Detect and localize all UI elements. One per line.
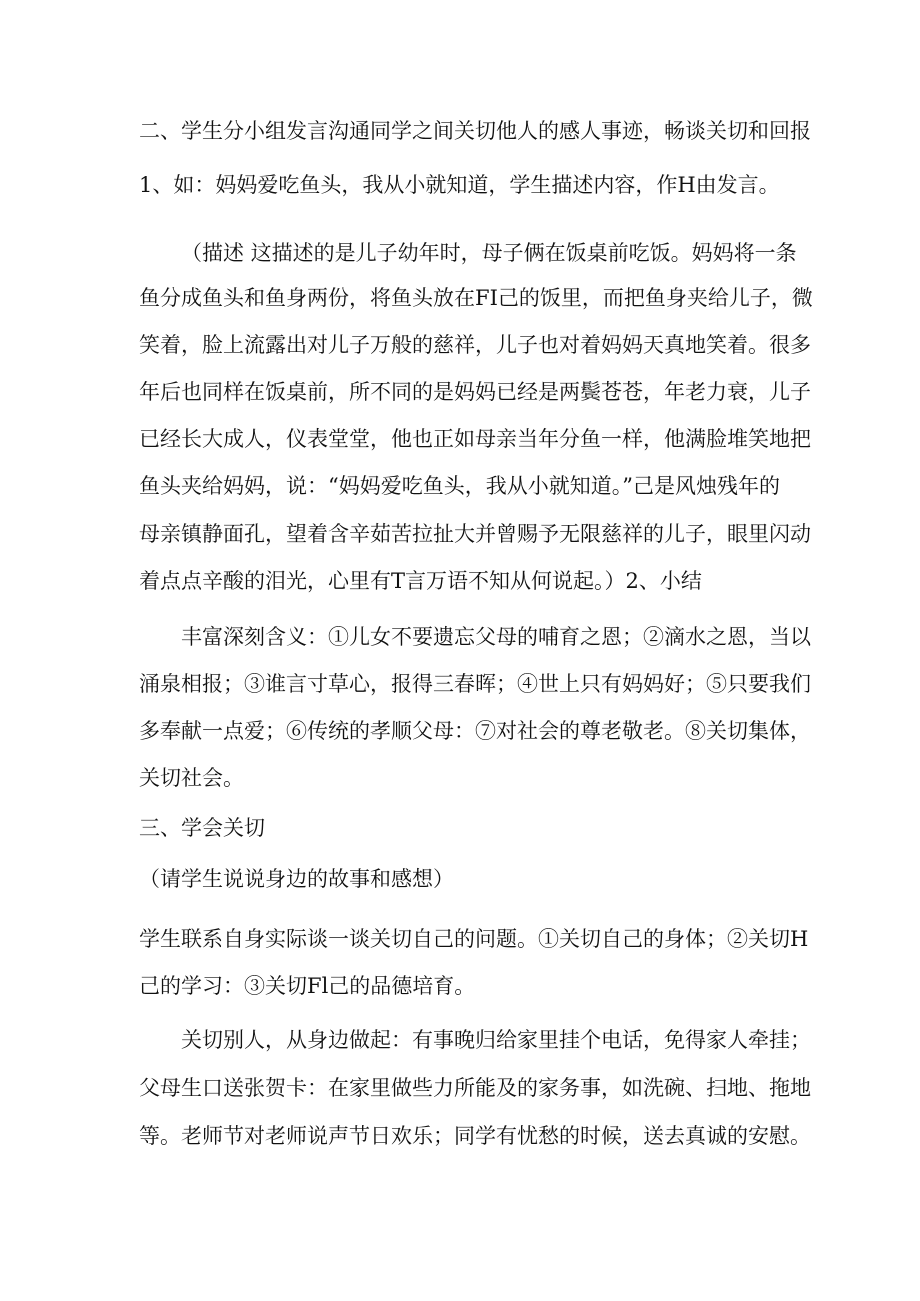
summary-line: 丰富深刻含义：①儿女不要遗忘父母的哺育之恩；②滴水之恩，当以	[181, 625, 811, 649]
description-line: 母亲镇静面孔，望着含辛茹苦拉扯大并曾赐予无限慈祥的儿子，眼里闪动	[139, 522, 811, 546]
description-line: 年后也同样在饭桌前，所不同的是妈妈已经是两鬓苍苍，年老力衰，儿子	[139, 380, 811, 404]
section-heading-two: 二、学生分小组发言沟通同学之间关切他人的感人事迹，畅谈关切和回报	[139, 119, 811, 143]
description-line: 已经长大成人，仪表堂堂，他也正如母亲当年分鱼一样，他满脸堆笑地把	[139, 427, 811, 451]
body-line: 己的学习：③关切Fl己的品德培育。	[139, 974, 476, 998]
description-line: 鱼头夹给妈妈，说：“妈妈爱吃鱼头，我从小就知道。”己是风烛残年的	[139, 474, 780, 498]
description-line: （描述 这描述的是儿子幼年时，母子俩在饭桌前吃饭。妈妈将一条	[181, 241, 797, 265]
example-line: 1、如：妈妈爱吃鱼头，我从小就知道，学生描述内容，作H由发言。	[139, 173, 780, 197]
description-line: 着点点辛酸的泪光，心里有T言万语不知从何说起。）2、小结	[139, 569, 702, 593]
body-line: 等。老师节对老师说声节日欢乐；同学有忧愁的时候，送去真诚的安慰。	[139, 1124, 811, 1148]
body-line: 学生联系自身实际谈一谈关切自己的问题。①关切自己的身体；②关切H	[139, 927, 809, 951]
prompt-line: （请学生说说身边的故事和感想）	[139, 867, 454, 891]
summary-line: 关切社会。	[139, 766, 244, 790]
body-line: 关切别人，从身边做起：有事晚归给家里挂个电话，免得家人牵挂；	[181, 1028, 811, 1052]
body-line: 父母生口送张贺卡：在家里做些力所能及的家务事，如洗碗、扫地、拖地	[139, 1076, 811, 1100]
section-heading-three: 三、学会关切	[139, 816, 265, 840]
summary-line: 多奉献一点爱；⑥传统的孝顺父母：⑦对社会的尊老敬老。⑧关切集体，	[139, 719, 811, 743]
summary-line: 涌泉相报；③谁言寸草心，报得三春晖；④世上只有妈妈好；⑤只要我们	[139, 672, 811, 696]
description-line: 笑着，脸上流露出对儿子万般的慈祥，儿子也对着妈妈天真地笑着。很多	[139, 333, 811, 357]
description-line: 鱼分成鱼头和鱼身两份，将鱼头放在FI己的饭里，而把鱼身夹给儿子，微	[139, 286, 813, 310]
